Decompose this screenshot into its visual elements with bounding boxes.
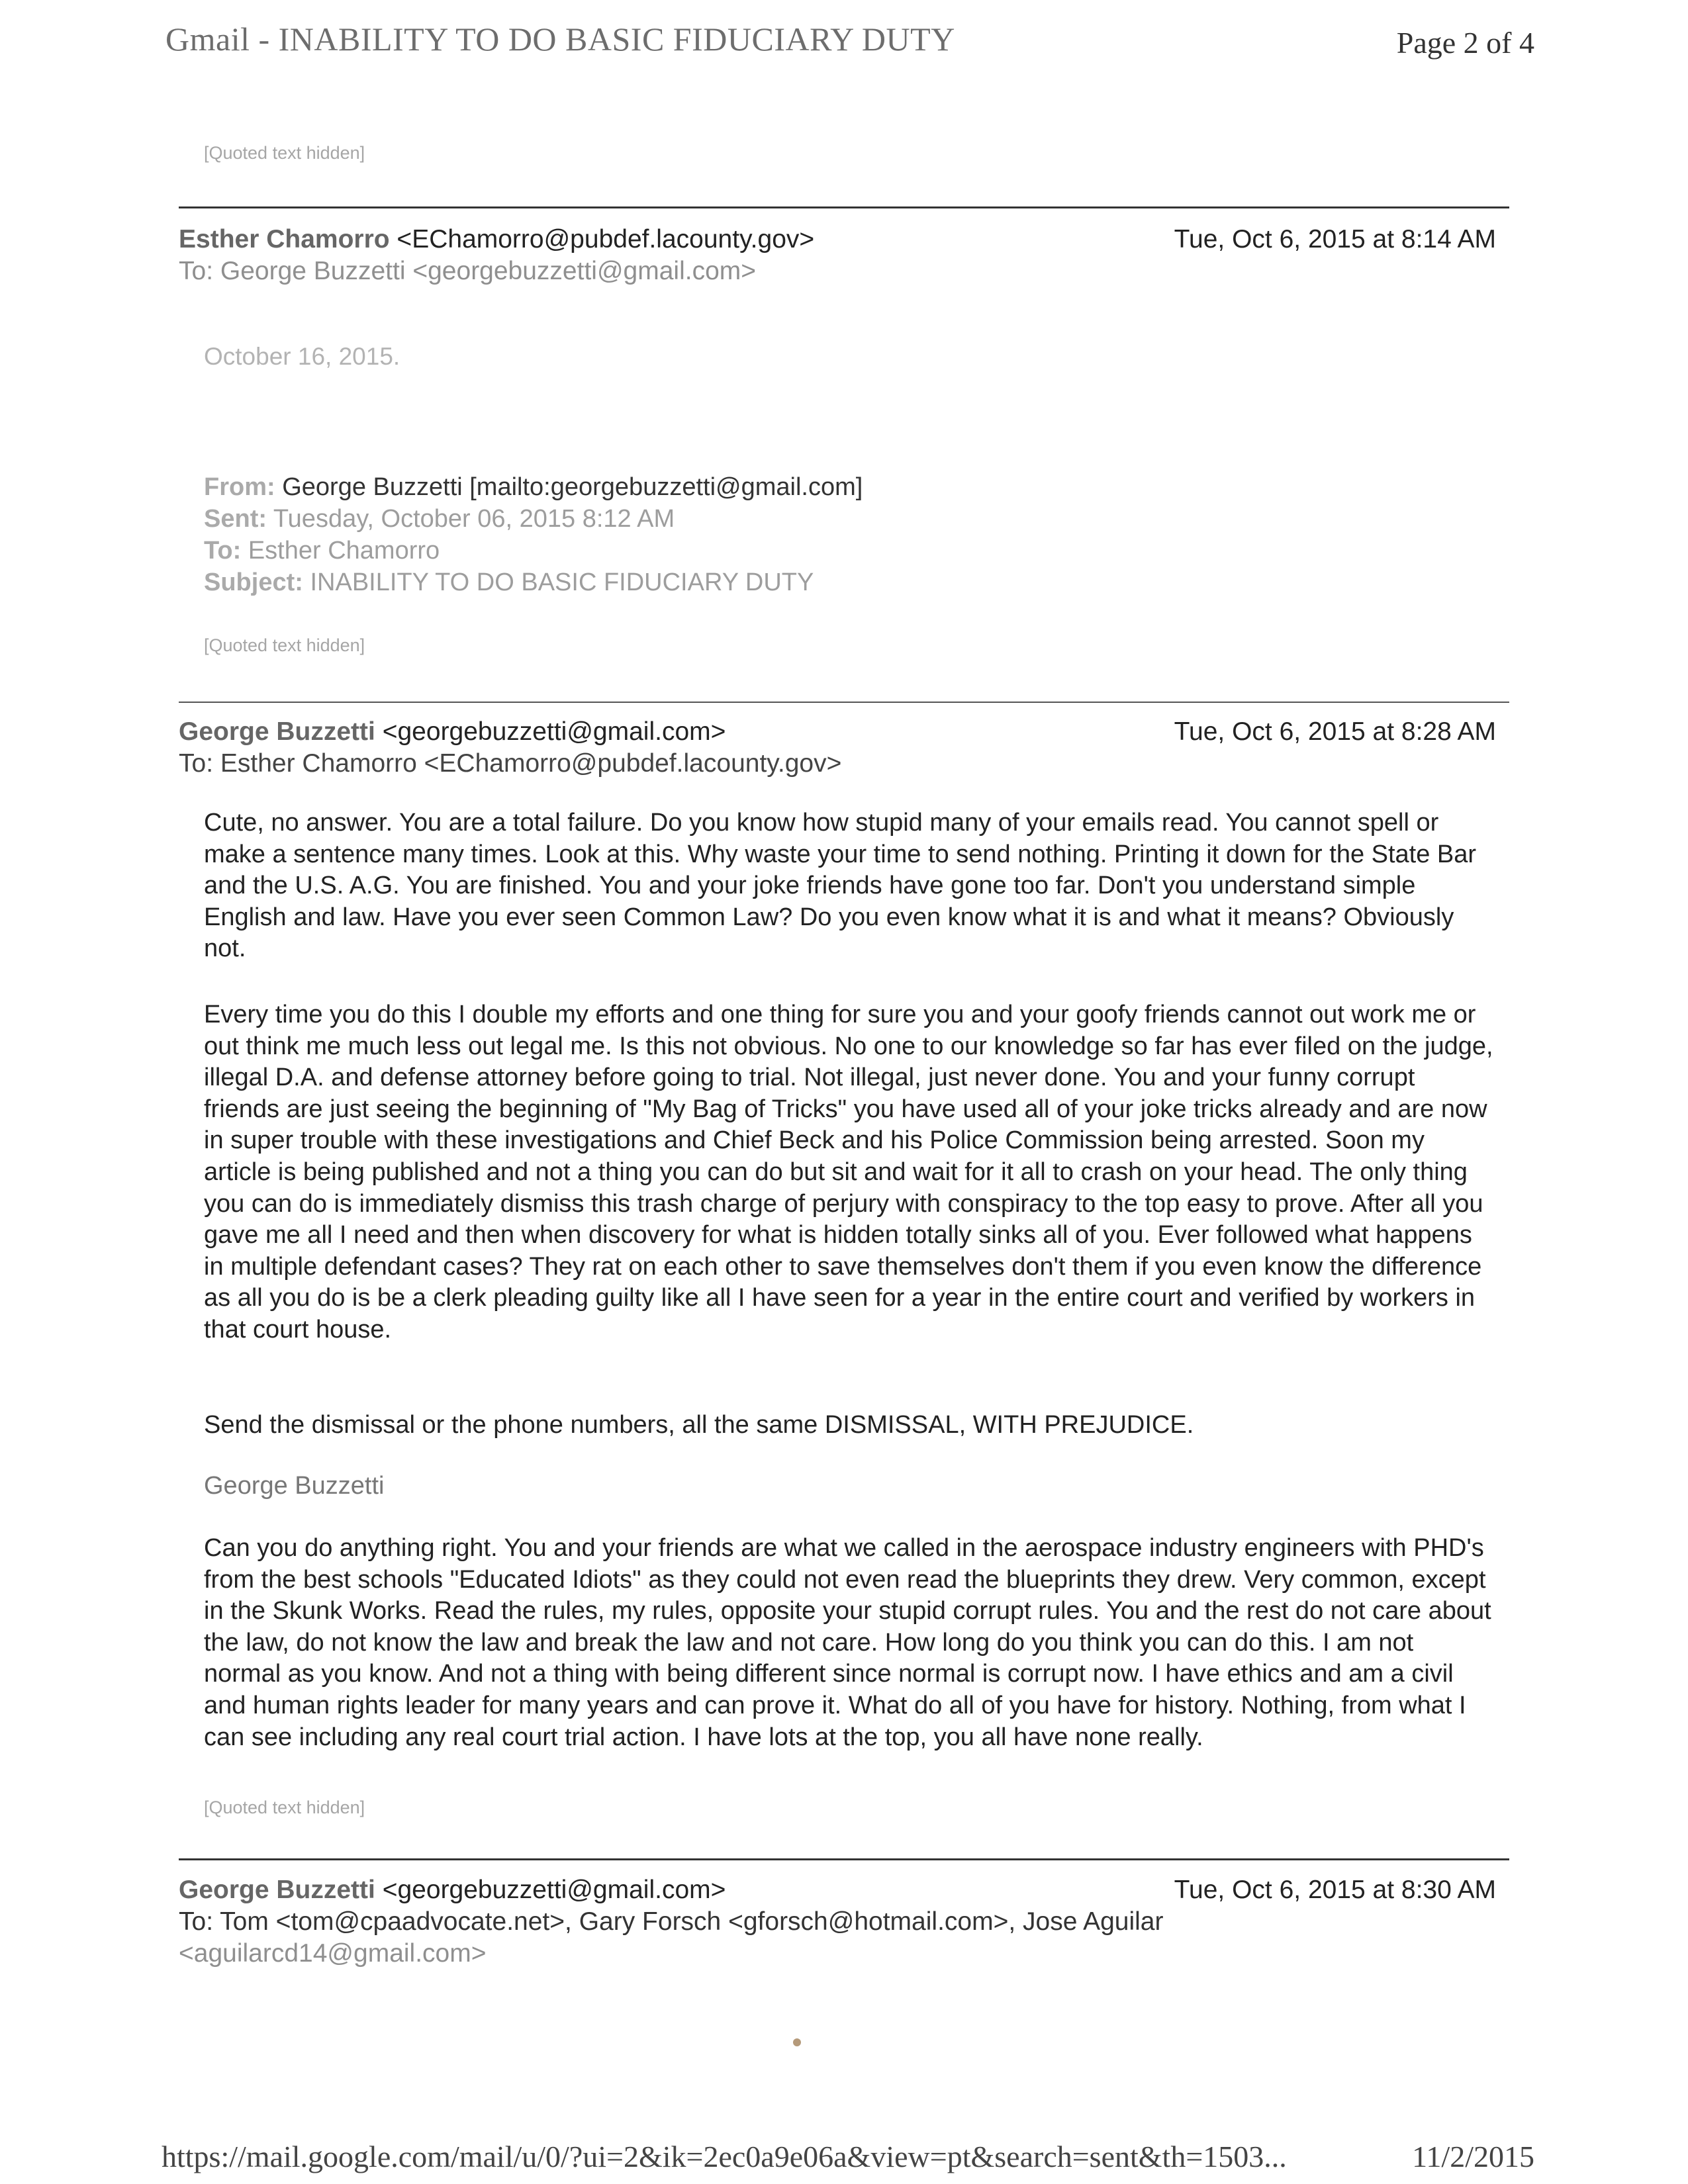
message-divider	[179, 1858, 1509, 1860]
quoted-text-hidden[interactable]: [Quoted text hidden]	[204, 635, 365, 655]
footer-date: 11/2/2015	[1412, 2140, 1534, 2173]
recipients: To: George Buzzetti <georgebuzzetti@gmail.com>	[179, 257, 757, 285]
quoted-text-hidden[interactable]: [Quoted text hidden]	[204, 1797, 365, 1817]
body-date: October 16, 2015.	[204, 343, 400, 370]
sender-name: Esther Chamorro	[179, 225, 390, 253]
footer-url[interactable]: https://mail.google.com/mail/u/0/?ui=2&ik=2ec0a9e06a&view=pt&search=sent&th=1503...	[162, 2140, 1287, 2173]
body-paragraph: Send the dismissal or the phone numbers, all the same DISMISSAL, WITH PREJUDICE.	[204, 1411, 1194, 1439]
message-header	[179, 716, 1509, 780]
sender-email: <georgebuzzetti@gmail.com>	[382, 1876, 726, 1904]
recipients: To: Tom <tom@cpaadvocate.net>, Gary Forsch <gforsch@hotmail.com>, Jose Aguilar	[179, 1907, 1164, 1936]
sender-name: George Buzzetti	[179, 717, 375, 746]
signature: George Buzzetti	[204, 1472, 385, 1500]
message-date: Tue, Oct 6, 2015 at 8:14 AM	[1174, 225, 1496, 253]
body-paragraph: Cute, no answer. You are a total failure. Do you know how stupid many of your emails read. You cannot spell or make a sentence many times. Look at this. Why waste your time to send nothing. Printing it down for the State Bar and the U.S. A.G. You are finished. You and your joke friends have gone too far. Don't you understand simple English and law. Have you ever seen Common Law? Do you even know what it is and what it means? Obviously not.	[204, 809, 1477, 963]
fwd-sent: Sent: Tuesday, October 06, 2015 8:12 AM	[204, 505, 675, 533]
sender-email: <EChamorro@pubdef.lacounty.gov>	[397, 225, 815, 253]
fwd-to: To: Esther Chamorro	[204, 537, 440, 565]
scan-speck	[793, 2038, 801, 2046]
page-title: Gmail - INABILITY TO DO BASIC FIDUCIARY DUTY	[165, 21, 955, 58]
body-paragraph: Every time you do this I double my efforts and one thing for sure you and your goofy friends cannot out work me or out think me much less out legal me. Is this not obvious. No one to our knowledge so far has ever filed on the judge, illegal D.A. and defense attorney before going to trial. Not illegal, just never done. You and your funny corrupt friends are just seeing the beginning of "My Bag of Tricks" you have used all of your joke tricks already and are now in super trouble with these investigations and Chief Beck and his Police Commission being arrested. Soon my article is being published and not a thing you can do but sit and wait for it all to crash on your head. The only thing you can do is immediately dismiss this trash charge of perjury with conspiracy to the top easy to prove. After all you gave me all I need and then when discovery for what is hidden totally sinks all of you. Ever followed what happens in multiple defendant cases? They rat on each other to save themselves don't them if you even know the difference as all you do is be a clerk pleading guilty like all I have seen for a year in the entire court and verified by workers in that court house.	[204, 1001, 1493, 1343]
message-date: Tue, Oct 6, 2015 at 8:28 AM	[1174, 717, 1496, 746]
quoted-text-hidden[interactable]: [Quoted text hidden]	[204, 143, 365, 163]
message-header	[179, 1874, 1509, 1970]
fwd-from: From: George Buzzetti [mailto:georgebuzzetti@gmail.com]	[204, 473, 863, 501]
message-date: Tue, Oct 6, 2015 at 8:30 AM	[1174, 1876, 1496, 1904]
sender-name: George Buzzetti	[179, 1876, 375, 1904]
message-divider	[179, 206, 1509, 208]
forwarded-header	[204, 471, 863, 598]
message-divider	[179, 702, 1509, 703]
page-number: Page 2 of 4	[1396, 26, 1534, 60]
recipients-continued: <aguilarcd14@gmail.com>	[179, 1939, 487, 1968]
sender-email: <georgebuzzetti@gmail.com>	[382, 717, 726, 746]
body-paragraph: Can you do anything right. You and your friends are what we called in the aerospace industry engineers with PHD's from the best schools "Educated Idiots" as they could not even read the blueprints they drew. Very common, except in the Skunk Works. Read the rules, my rules, opposite your stupid corrupt rules. You and the rest do not care about the law, do not know the law and break the law and not care. How long do you think you can do this. I am not normal as you know. And not a thing with being different since normal is corrupt now. I have ethics and am a civil and human rights leader for many years and can prove it. What do all of you have for history. Nothing, from what I can see including any real court trial action. I have lots at the top, you all have none really.	[204, 1534, 1491, 1751]
message-header	[179, 224, 1509, 287]
recipients: To: Esther Chamorro <EChamorro@pubdef.lacounty.gov>	[179, 749, 842, 778]
fwd-subject: Subject: INABILITY TO DO BASIC FIDUCIARY DUTY	[204, 569, 814, 596]
